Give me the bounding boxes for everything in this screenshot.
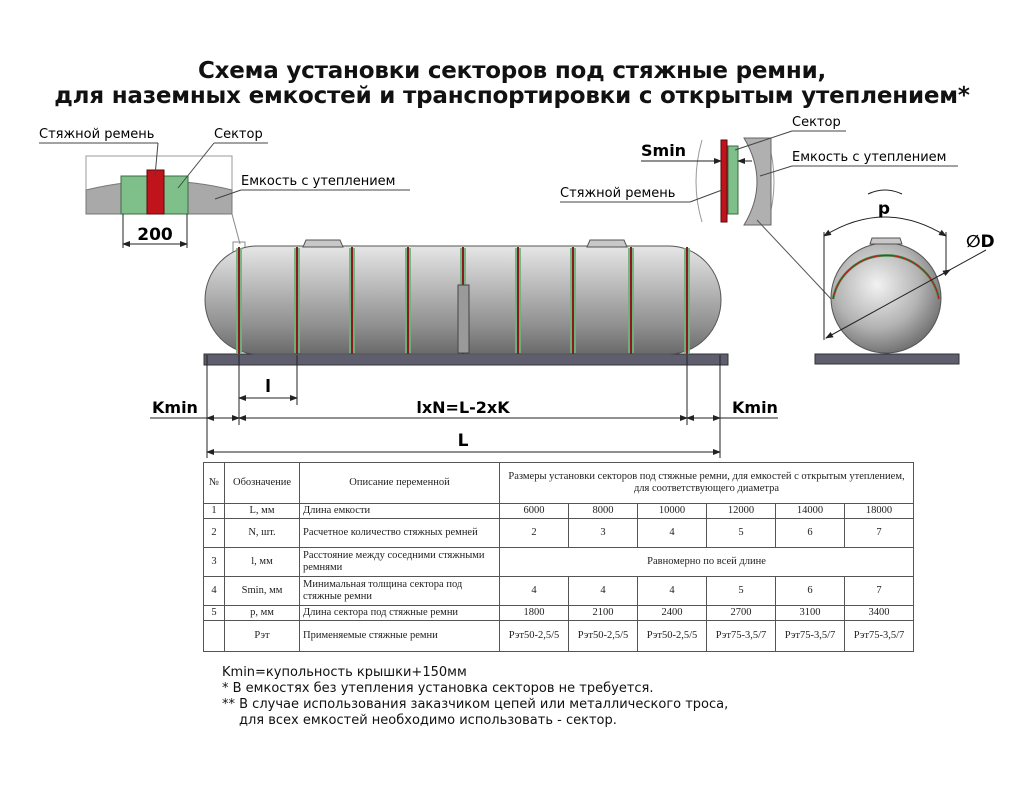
note-kmin: Kmin=купольность крышки+150мм	[222, 665, 467, 680]
tank-base-frame	[204, 354, 728, 365]
cell-no: 3	[204, 548, 225, 577]
dim-kmin-left-label: Kmin	[152, 398, 198, 417]
cell-value: 3	[569, 519, 638, 548]
cell-value: 7	[845, 577, 914, 606]
note-3: для всех емкостей необходимо использовать - сектор.	[239, 713, 617, 728]
tank-side-ladder	[458, 285, 469, 353]
cell-value: 8000	[569, 504, 638, 519]
dim-200-label: 200	[137, 225, 173, 245]
cell-no: 2	[204, 519, 225, 548]
detail-right-smin-label: Smin	[641, 141, 687, 160]
cell-description: Применяемые стяжные ремни	[300, 621, 500, 652]
dim-d-arrow	[939, 270, 950, 276]
cell-description: Длина сектора под стяжные ремни	[300, 606, 500, 621]
end-view	[815, 190, 995, 364]
dim-p-arc	[824, 217, 946, 236]
cell-value: 6000	[500, 504, 569, 519]
dim-L-label: L	[457, 431, 469, 451]
table-row	[204, 577, 914, 606]
th-no: №	[204, 463, 225, 504]
detail-left-strap	[147, 170, 164, 214]
table-row	[204, 621, 914, 652]
cell-description: Минимальная толщина сектора под стяжные ремни	[300, 577, 500, 606]
note-1: * В емкостях без утепления установка секторов не требуется.	[222, 681, 654, 696]
cell-value: 7	[845, 519, 914, 548]
cell-value: 2700	[707, 606, 776, 621]
dim-formula-label: lxN=L-2xK	[416, 398, 510, 417]
end-view-base	[815, 354, 959, 364]
th-description: Описание переменной	[300, 463, 500, 504]
cell-value: 10000	[638, 504, 707, 519]
cell-designation: L, мм	[225, 504, 300, 519]
title-line-1: Схема установки секторов под стяжные ремни,	[197, 58, 827, 84]
dimensions	[150, 355, 778, 458]
tank-hatch-right	[587, 240, 627, 247]
cell-designation: l, мм	[225, 548, 300, 577]
title-line-2: для наземных емкостей и транспортировки с открытым утеплением*	[54, 83, 970, 109]
cell-value: 4	[500, 577, 569, 606]
tank-strap-band	[572, 247, 574, 354]
cell-value: 18000	[845, 504, 914, 519]
cell-designation: Smin, мм	[225, 577, 300, 606]
detail-right-sector	[728, 146, 738, 214]
detail-right-callout	[757, 220, 832, 300]
cell-value: 4	[638, 577, 707, 606]
cell-value: 4	[569, 577, 638, 606]
detail-left-sector-label: Сектор	[214, 127, 263, 142]
main-tank	[204, 240, 728, 365]
dim-d-label: ∅D	[966, 232, 995, 252]
end-view-hatch	[870, 238, 902, 244]
cell-description: Расчетное количество стяжных ремней	[300, 519, 500, 548]
cell-value: Рэт50-2,5/5	[500, 621, 569, 652]
detail-left	[39, 127, 410, 252]
tank-strap-band	[517, 247, 519, 354]
table-row	[204, 548, 914, 577]
table-header-row	[204, 463, 914, 504]
detail-left-tank-label: Емкость с утеплением	[241, 174, 396, 189]
cell-no	[204, 621, 225, 652]
dim-p-label: p	[877, 199, 891, 219]
cell-value: 3400	[845, 606, 914, 621]
tank-strap-band	[630, 247, 632, 354]
cell-value: 2100	[569, 606, 638, 621]
table-row	[204, 606, 914, 621]
cell-value: 2400	[638, 606, 707, 621]
detail-right-tank-label: Емкость с утеплением	[792, 150, 947, 165]
table-row	[204, 504, 914, 519]
cell-designation: p, мм	[225, 606, 300, 621]
detail-right-strap	[721, 140, 727, 222]
detail-right-sector-label: Сектор	[792, 115, 841, 130]
end-view-tank	[831, 243, 941, 353]
cell-description: Расстояние между соседними стяжными ремнями	[300, 548, 500, 577]
cell-description: Длина емкости	[300, 504, 500, 519]
cell-value: 5	[707, 577, 776, 606]
cell-value: Рэт50-2,5/5	[638, 621, 707, 652]
cell-value: 5	[707, 519, 776, 548]
cell-value: Рэт75-3,5/7	[707, 621, 776, 652]
tank-strap-band	[407, 247, 409, 354]
th-sizes: Размеры установки секторов под стяжные ремни, для емкостей с открытым утеплением, для соответствующего диаметра	[500, 463, 914, 504]
dim-p-arc-top	[868, 190, 902, 194]
tank-strap-band	[238, 247, 240, 354]
tank-hatch-left	[303, 240, 343, 247]
cell-value: Рэт75-3,5/7	[845, 621, 914, 652]
cell-no: 4	[204, 577, 225, 606]
cell-value: 6	[776, 577, 845, 606]
cell-designation: Рэт	[225, 621, 300, 652]
cell-value: 1800	[500, 606, 569, 621]
th-designation: Обозначение	[225, 463, 300, 504]
cell-value: 2	[500, 519, 569, 548]
cell-value: 14000	[776, 504, 845, 519]
detail-left-callout	[232, 214, 240, 244]
cell-value: Рэт75-3,5/7	[776, 621, 845, 652]
tank-strap-band	[296, 247, 298, 354]
cell-designation: N, шт.	[225, 519, 300, 548]
cell-value: Рэт50-2,5/5	[569, 621, 638, 652]
detail-left-strap-label: Стяжной ремень	[39, 127, 155, 142]
table-body	[204, 504, 914, 652]
cell-value: 3100	[776, 606, 845, 621]
tank-strap-band	[351, 247, 353, 354]
spec-table	[203, 462, 914, 652]
notes	[222, 665, 728, 729]
cell-value: 6	[776, 519, 845, 548]
cell-value: 12000	[707, 504, 776, 519]
cell-no: 5	[204, 606, 225, 621]
cell-no: 1	[204, 504, 225, 519]
tank-strap-band	[686, 247, 688, 354]
cell-value: 4	[638, 519, 707, 548]
dim-kmin-right-label: Kmin	[732, 398, 778, 417]
cell-span-value: Равномерно по всей длине	[500, 548, 914, 577]
detail-right-strap-label: Стяжной ремень	[560, 186, 676, 201]
table-row	[204, 519, 914, 548]
dim-l-label: l	[265, 377, 271, 397]
note-2: ** В случае использования заказчиком цепей или металлического троса,	[222, 697, 729, 712]
